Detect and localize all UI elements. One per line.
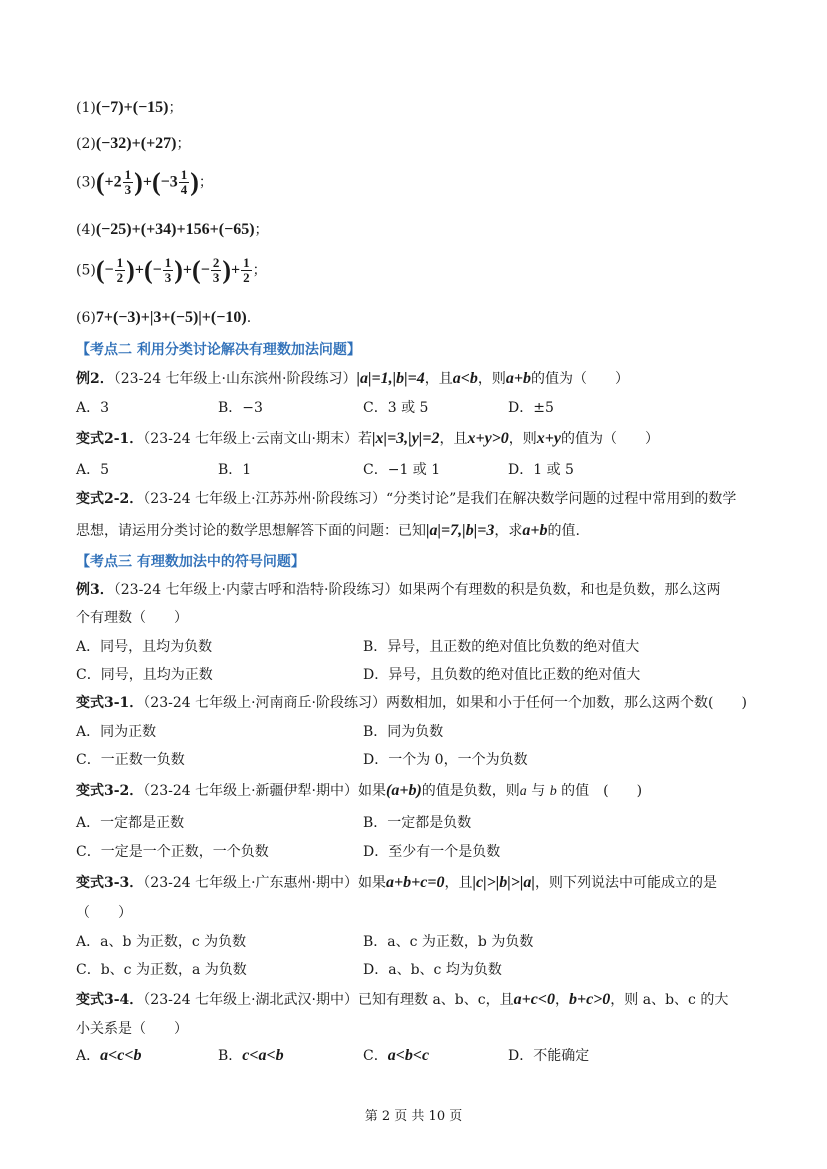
option-d: D．一个为 0，一个为负数 <box>363 752 528 768</box>
question-text: 思想，请运用分类讨论的数学思想解答下面的问题：已知 <box>76 523 426 539</box>
question-text: （23-24 七年级上·河南商丘·阶段练习）两数相加，如果和小于任何一个加数，那么这两个数( ) <box>143 695 747 711</box>
math-expression: |a|=1,|b|=4 <box>356 370 425 387</box>
text: 的值为（ ） <box>531 371 630 387</box>
problem-number: (6) <box>76 310 96 326</box>
text: ，且 <box>439 431 468 447</box>
question-text: （23-24 七年级上·新疆伊犁·期中）如果 <box>143 783 387 799</box>
text: 的值为（ ） <box>561 431 660 447</box>
question-label: 例3． <box>76 582 114 598</box>
question-text: （23-24 七年级上·内蒙古呼和浩特·阶段练习）如果两个有理数的积是负数，和也是负数，那么这两 <box>113 582 721 598</box>
punctuation: ； <box>198 174 213 191</box>
option-b: B．同为负数 <box>363 724 444 740</box>
variant-3-2 <box>76 781 642 802</box>
page-footer: 第 2 页 共 10 页 <box>364 1109 463 1124</box>
punctuation: ； <box>168 100 183 116</box>
option-d: D．a、b、c 均为负数 <box>363 962 502 978</box>
option-c: C．−1 或 1 <box>363 462 441 478</box>
text: ，则 <box>477 371 506 387</box>
option-c: C．b、c 为正数，a 为负数 <box>76 962 247 978</box>
text: ，且 <box>444 875 473 891</box>
problem-3: (3)(+2 $\frac{1}{3}$ )+(−3 $\frac{1}{4}$ )； <box>76 167 213 197</box>
variable: a <box>519 784 527 799</box>
text: ，则 <box>508 431 537 447</box>
math-expression: x+y <box>536 430 562 447</box>
math-expression: −3 <box>160 173 178 191</box>
question-text: （23-24 七年级上·江苏苏州·阶段练习）“分类讨论”是我们在解决数学问题的过程中常用到的数学 <box>143 491 737 507</box>
option-d: D．±5 <box>508 400 554 416</box>
math-expression: a+b+c=0 <box>386 874 445 891</box>
text: ，则 a、b、c 的大 <box>610 992 729 1008</box>
variable: b <box>549 784 557 799</box>
question-label: 变式3-3． <box>76 875 144 891</box>
option-label: C． <box>363 1048 388 1064</box>
question-label: 变式2-2． <box>76 491 144 507</box>
option-c: C．一正数一负数 <box>76 752 185 768</box>
fraction: $\frac{1}{3}$ <box>124 167 132 197</box>
math-expression: a<c<b <box>100 1047 142 1064</box>
variant-2-2-cont <box>76 521 580 541</box>
option-a: A．同为正数 <box>76 724 157 740</box>
math-expression: (−25)+(+34)+156+(−65) <box>95 221 255 238</box>
fraction: $\frac{1}{2}$ <box>116 255 124 285</box>
option-label: A． <box>76 1048 101 1064</box>
option-b <box>218 1046 284 1066</box>
example-2 <box>76 369 629 389</box>
math-expression: a+b <box>505 370 532 387</box>
option-d: D．异号，且负数的绝对值比正数的绝对值大 <box>363 667 641 683</box>
question-label: 例2． <box>76 371 114 387</box>
problem-number: (4) <box>76 222 96 238</box>
text: 的值 ( ) <box>556 783 643 799</box>
problem-number: (2) <box>76 136 96 152</box>
math-expression: +2 <box>104 173 122 191</box>
option-b: B．一定都是负数 <box>363 815 472 831</box>
variant-2-2 <box>76 489 736 509</box>
text: ，求 <box>494 523 523 539</box>
option-label: B． <box>218 1048 243 1064</box>
option-c: C．3 或 5 <box>363 400 429 416</box>
option-c <box>363 1046 429 1066</box>
problem-2 <box>76 134 191 154</box>
math-expression: (−32)+(+27) <box>95 135 177 152</box>
math-expression: b+c>0 <box>568 991 611 1008</box>
math-expression: a<b <box>452 370 478 387</box>
math-expression: 7+(−3)+|3+(−5)|+(−10) <box>95 309 247 326</box>
question-text: （23-24 七年级上·广东惠州·期中）如果 <box>143 875 387 891</box>
question-source: （23-24 七年级上·云南文山·期末）若 <box>143 431 373 447</box>
option-b: B．1 <box>218 462 252 478</box>
problem-number: (3) <box>76 174 96 191</box>
option-d: D．不能确定 <box>508 1048 590 1064</box>
option-a <box>76 1046 141 1066</box>
question-text: （23-24 七年级上·湖北武汉·期中）已知有理数 a、b、c，且 <box>143 992 514 1008</box>
punctuation: ； <box>252 262 267 279</box>
example-3-cont: 个有理数（ ） <box>76 610 188 626</box>
option-a: A．同号，且均为负数 <box>76 639 213 655</box>
variant-3-3 <box>76 873 717 893</box>
fraction: $\frac{1}{3}$ <box>164 255 172 285</box>
math-expression: a+c<0 <box>513 991 555 1008</box>
problem-number: (1) <box>76 100 96 116</box>
question-label: 变式3-1． <box>76 695 144 711</box>
section-heading: 【考点二 利用分类讨论解决有理数加法问题】 <box>76 342 361 358</box>
math-expression: |x|=3,|y|=2 <box>372 430 440 447</box>
math-expression: (a+b) <box>386 782 422 799</box>
text: 的值. <box>547 523 580 539</box>
math-expression: c<a<b <box>242 1047 284 1064</box>
math-expression: (−7)+(−15) <box>95 99 169 116</box>
option-d: D．1 或 5 <box>508 462 574 478</box>
text: ，则下列说法中可能成立的是 <box>534 875 717 891</box>
text: 与 <box>526 783 550 799</box>
variant-3-4 <box>76 990 728 1010</box>
fraction: $\frac{1}{4}$ <box>180 167 188 197</box>
option-b: B．−3 <box>218 400 263 416</box>
problem-5: (5)(− $\frac{1}{2}$ )+(− $\frac{1}{3}$ )+(− $\frac{2}{3}$ )+ $\frac{1}{2}$ ； <box>76 255 267 285</box>
question-source: （23-24 七年级上·山东滨州·阶段练习） <box>113 371 357 387</box>
option-b: B．a、c 为正数，b 为负数 <box>363 934 534 950</box>
variant-3-1 <box>76 693 747 713</box>
problem-6 <box>76 308 251 328</box>
example-3 <box>76 580 720 600</box>
punctuation: ； <box>254 222 269 238</box>
math-expression: a<b<c <box>387 1047 430 1064</box>
option-a: A．5 <box>76 462 110 478</box>
option-d: D．至少有一个是负数 <box>363 844 501 860</box>
variant-3-4-cont: 小关系是（ ） <box>76 1021 188 1037</box>
problem-4 <box>76 220 269 240</box>
section-heading: 【考点三 有理数加法中的符号问题】 <box>76 554 305 570</box>
question-label: 变式2-1． <box>76 431 144 447</box>
question-label: 变式3-2． <box>76 783 144 799</box>
option-a: A．3 <box>76 400 110 416</box>
math-expression: x+y>0 <box>467 430 509 447</box>
text: ， <box>554 992 569 1008</box>
math-expression: |c|>|b|>|a| <box>472 874 535 891</box>
question-label: 变式3-4． <box>76 992 144 1008</box>
text: 的值是负数，则 <box>421 783 520 799</box>
variant-2-1 <box>76 429 659 449</box>
fraction: $\frac{2}{3}$ <box>212 255 220 285</box>
option-c: C．同号，且均为正数 <box>76 667 213 683</box>
punctuation: ； <box>176 136 191 152</box>
variant-3-3-cont: （ ） <box>76 905 132 921</box>
option-a: A．一定都是正数 <box>76 815 185 831</box>
option-a: A．a、b 为正数，c 为负数 <box>76 934 247 950</box>
option-b: B．异号，且正数的绝对值比负数的绝对值大 <box>363 639 640 655</box>
math-expression: a+b <box>522 522 548 539</box>
fraction: $\frac{1}{2}$ <box>243 255 250 285</box>
option-c: C．一定是一个正数，一个负数 <box>76 844 269 860</box>
problem-1 <box>76 98 183 118</box>
punctuation: . <box>246 310 252 326</box>
text: ，且 <box>424 371 453 387</box>
problem-number: (5) <box>76 262 96 279</box>
math-expression: |a|=7,|b|=3 <box>426 522 495 539</box>
